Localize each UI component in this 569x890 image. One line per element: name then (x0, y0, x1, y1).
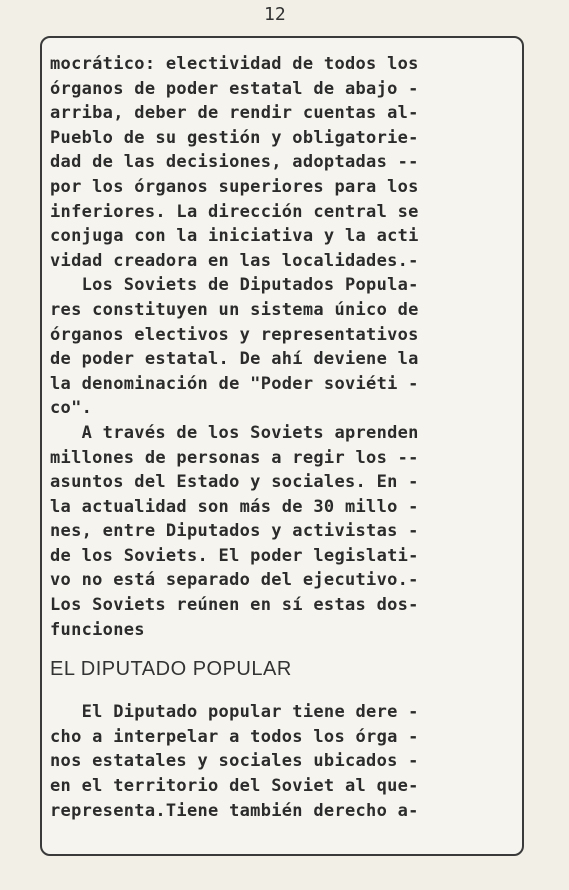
text-line: cho a interpelar a todos los órga - (50, 726, 419, 747)
body-text-top (50, 52, 520, 642)
text-line: co". (50, 398, 93, 419)
text-line: dad de las decisiones, adoptadas -- (50, 152, 419, 173)
page-number: 12 (264, 4, 286, 25)
text-line: nos estatales y sociales ubicados - (50, 751, 419, 772)
text-line: órganos de poder estatal de abajo - (50, 78, 419, 99)
text-line: vo no está separado del ejecutivo.- (50, 570, 419, 591)
text-line: conjuga con la iniciativa y la acti (50, 226, 419, 247)
text-line: representa.Tiene también derecho a- (50, 800, 419, 821)
text-line: en el territorio del Soviet al que- (50, 776, 419, 797)
text-line: funciones (50, 619, 145, 640)
text-line: de los Soviets. El poder legislati- (50, 545, 419, 566)
body-text-bottom (50, 700, 520, 823)
text-line: órganos electivos y representativos (50, 324, 419, 345)
text-line: de poder estatal. De ahí deviene la (50, 349, 419, 370)
section-heading: EL DIPUTADO POPULAR (50, 658, 292, 681)
text-line: res constituyen un sistema único de (50, 299, 419, 320)
text-line: Los Soviets reúnen en sí estas dos- (50, 595, 419, 616)
text-line: millones de personas a regir los -- (50, 447, 419, 468)
text-line: arriba, deber de rendir cuentas al- (50, 103, 419, 124)
text-line: Los Soviets de Diputados Popula- (50, 275, 419, 296)
text-line: inferiores. La dirección central se (50, 201, 419, 222)
text-line: nes, entre Diputados y activistas - (50, 521, 419, 542)
text-line: A través de los Soviets aprenden (50, 422, 419, 443)
text-line: la actualidad son más de 30 millo - (50, 496, 419, 517)
text-line: mocrático: electividad de todos los (50, 54, 419, 74)
text-line: por los órganos superiores para los (50, 176, 419, 197)
text-line: vidad creadora en las localidades.- (50, 250, 419, 271)
text-line: la denominación de "Poder soviéti - (50, 373, 419, 394)
text-line: Pueblo de su gestión y obligatorie- (50, 127, 419, 148)
text-line: El Diputado popular tiene dere - (50, 702, 419, 723)
text-line: asuntos del Estado y sociales. En - (50, 472, 419, 493)
page-content (50, 52, 520, 823)
